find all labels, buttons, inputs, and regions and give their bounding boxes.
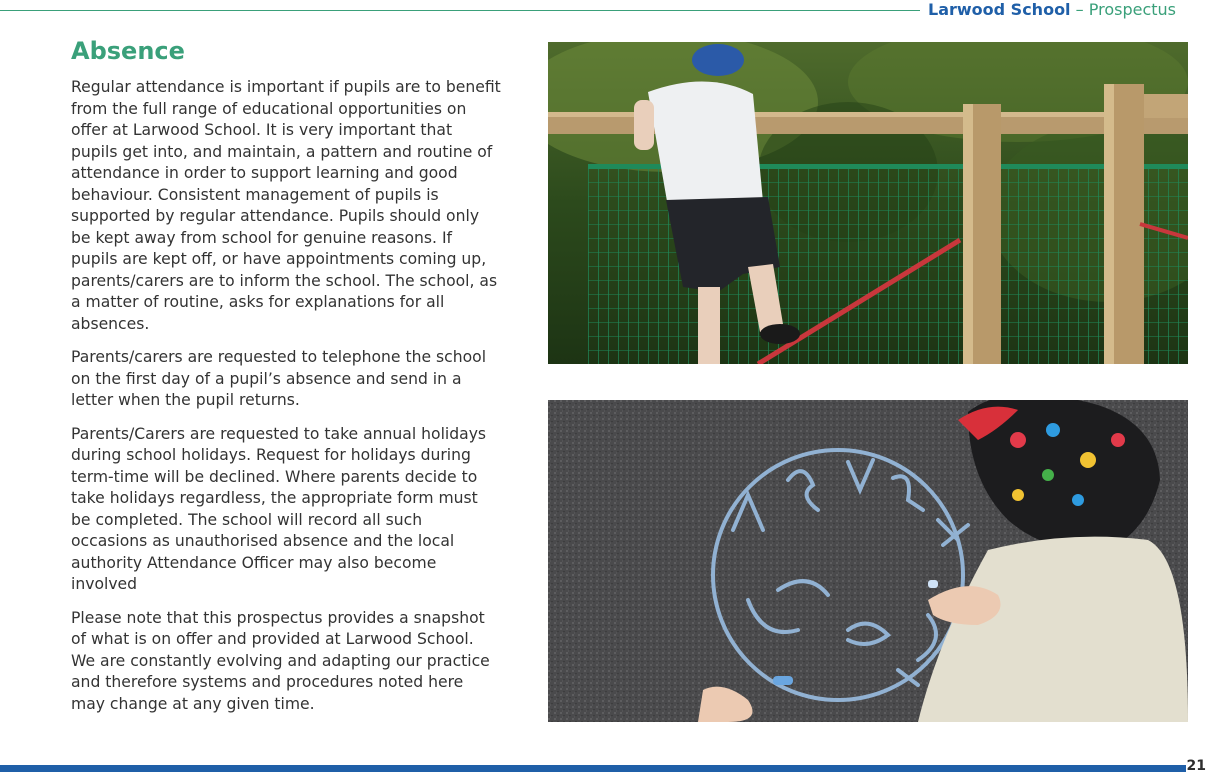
header-separator: –: [1075, 0, 1084, 19]
photo-climbing-frame: [548, 42, 1188, 364]
climbing-photo-illustration: [548, 42, 1188, 364]
footer-bar: [0, 765, 1186, 772]
paragraph-note: Please note that this prospectus provides a snapshot of what is on offer and provided at Larwood School. We are constantly evolving and adapting our practice and therefore systems and procedures noted here may change at any given time.: [71, 608, 490, 713]
paragraph-holidays: Parents/Carers are requested to take annual holidays during school holidays. Request for holidays during term-time will be declined. Where parents decide to take holidays regardless, the appropriate form must be completed. The school will record all such occasions as unauthorised absence and the local authority Attendance Officer may also become involved: [71, 424, 487, 593]
paragraph-telephone: Parents/carers are requested to telephone the school on the first day of a pupil’s absence and send in a letter when the pupil returns.: [71, 348, 487, 409]
chalk-photo-illustration: [548, 400, 1188, 722]
document-header: [928, 0, 1176, 20]
photo-chalk-drawing: [548, 400, 1188, 722]
header-rule: [0, 10, 920, 11]
section-body: [71, 77, 501, 727]
section-heading: Absence: [71, 37, 185, 65]
page-number: 21: [1186, 758, 1206, 774]
paragraph-attendance: Regular attendance is important if pupils are to benefit from the full range of educational opportunities on offer at Larwood School. It is very important that pupils get into, and maintain, a pattern and routine of attendance in order to support learning and good behaviour. Consistent management of pupils is supported by regular attendance. Pupils should only be kept away from school for genuine reasons. If pupils are kept off, or have appointments coming up, parents/carers are to inform the school. The school, as a matter of routine, asks for explanations for all absences.: [71, 78, 501, 333]
school-name: Larwood School: [928, 0, 1071, 19]
header-subtitle: Prospectus: [1088, 0, 1176, 19]
